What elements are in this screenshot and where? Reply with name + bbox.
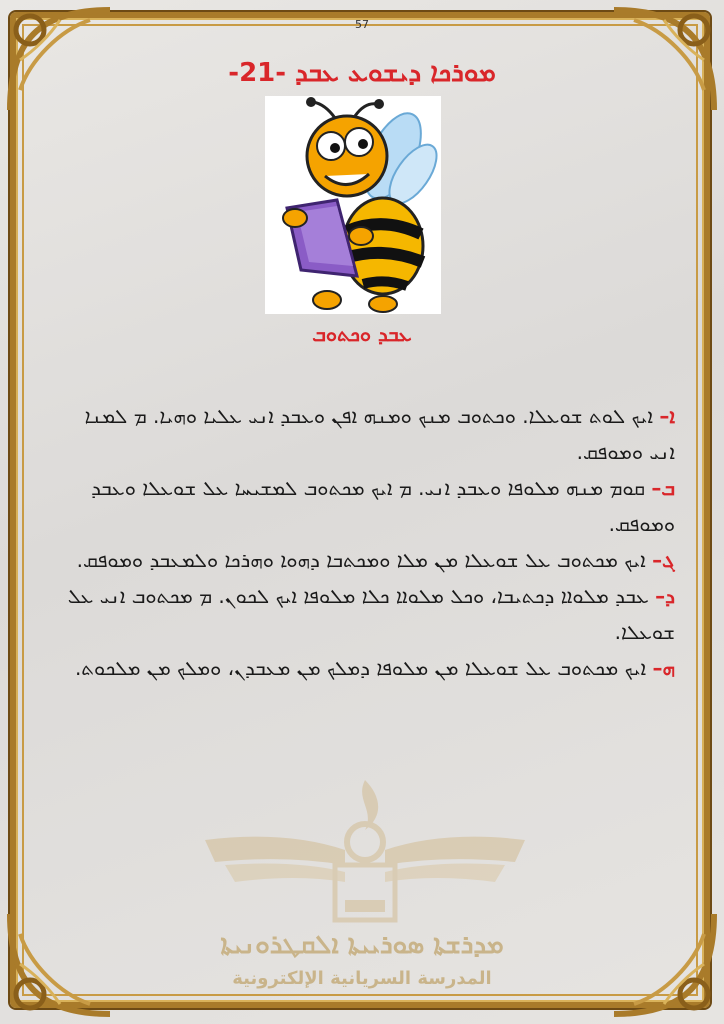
exercise-item — [60, 542, 675, 578]
exercise-marker: ܓ– — [652, 548, 675, 572]
exercise-text: ܥܒܕ ܡܠܘܐܐ ܕܟܬܝܒܐ، ܘܟܠ ܡܠܘܐܐ ܟܠܐ ܡܠܘܦܐ ܐܝܟ ܠܟܘܢ. ܡ ܡܟܬܘܒ ܐܢܝ ܥܠ ܫܘܥܠܐ. — [67, 584, 675, 644]
page-number: 57 — [355, 18, 369, 31]
exercise-list — [60, 398, 675, 686]
exercise-marker: ܕ– — [655, 584, 675, 608]
bee-icon — [265, 96, 441, 314]
ornament-corner-icon — [0, 904, 120, 1024]
lesson-subtitle: ܥܒܕ ܘܟܬܘܒ — [312, 322, 412, 346]
exercise-text: ܐܝܟ ܡܟܬܘܒ ܥܠ ܫܘܥܠܐ ܡܢ ܡܠܐ ܘܡܟܬܒܐ ܕܗܘܐ ܘܗܪܟܐ ܘܠܡܥܒܕ ܘܡܘܦܩ. — [76, 548, 646, 572]
exercise-item — [60, 470, 675, 542]
lesson-title-text: ܡܘܪܟܐ ܕܝܫܘܥ ܥܒܕ — [295, 58, 496, 88]
exercise-text: ܩܘܡ ܡܢܗ ܡܠܘܦܐ ܘܥܒܕ ܐܢܝ. ܡ ܐܝܟ ܡܟܬܘܒ ܠܡܫܝܚܐ ܥܠ ܫܘܥܠܐ ܘܥܒܕ ܘܡܘܦܩ. — [91, 476, 675, 536]
lesson-title — [150, 58, 574, 89]
lesson-number: -21- — [228, 58, 287, 88]
reading-bee-illustration — [265, 96, 441, 314]
winged-sun-logo-icon — [185, 770, 545, 930]
exercise-item — [60, 650, 675, 686]
exercise-marker: ܗ– — [652, 656, 675, 680]
school-name-syriac: ܡܕܪܫܬܐ ܣܘܪܝܝܬܐ ܐܠܩܛܪܘܢܝܬܐ — [220, 930, 504, 960]
ornament-corner-icon — [604, 904, 724, 1024]
exercise-item — [60, 578, 675, 650]
school-name-arabic: المدرسة السريانية الإلكترونية — [232, 968, 492, 989]
exercise-text: ܐܝܟ ܡܟܬܘܒ ܥܠ ܫܘܥܠܐ ܡܢ ܡܠܘܦܐ ܕܡܠܟ ܡܢ ܡܥܒܕܢ، ܘܡܠܟ ܡܢ ܡܠܟܘܬ. — [74, 656, 647, 680]
exercise-item — [60, 398, 675, 470]
exercise-text: ܐܝܟ ܠܘܬ ܫܘܥܠܐ. ܘܟܬܘܒ ܡܢܟ ܘܡܢܗ ܐܦܢ ܘܥܒܕ ܐܢܝ ܥܠܝܐ ܘܗܝܐ. ܡ ܠܡܢܐ ܐܢܝ ܘܡܘܦܩ. — [84, 404, 675, 464]
exercise-marker: ܒ– — [651, 476, 675, 500]
exercise-marker: ܐ– — [659, 404, 675, 428]
